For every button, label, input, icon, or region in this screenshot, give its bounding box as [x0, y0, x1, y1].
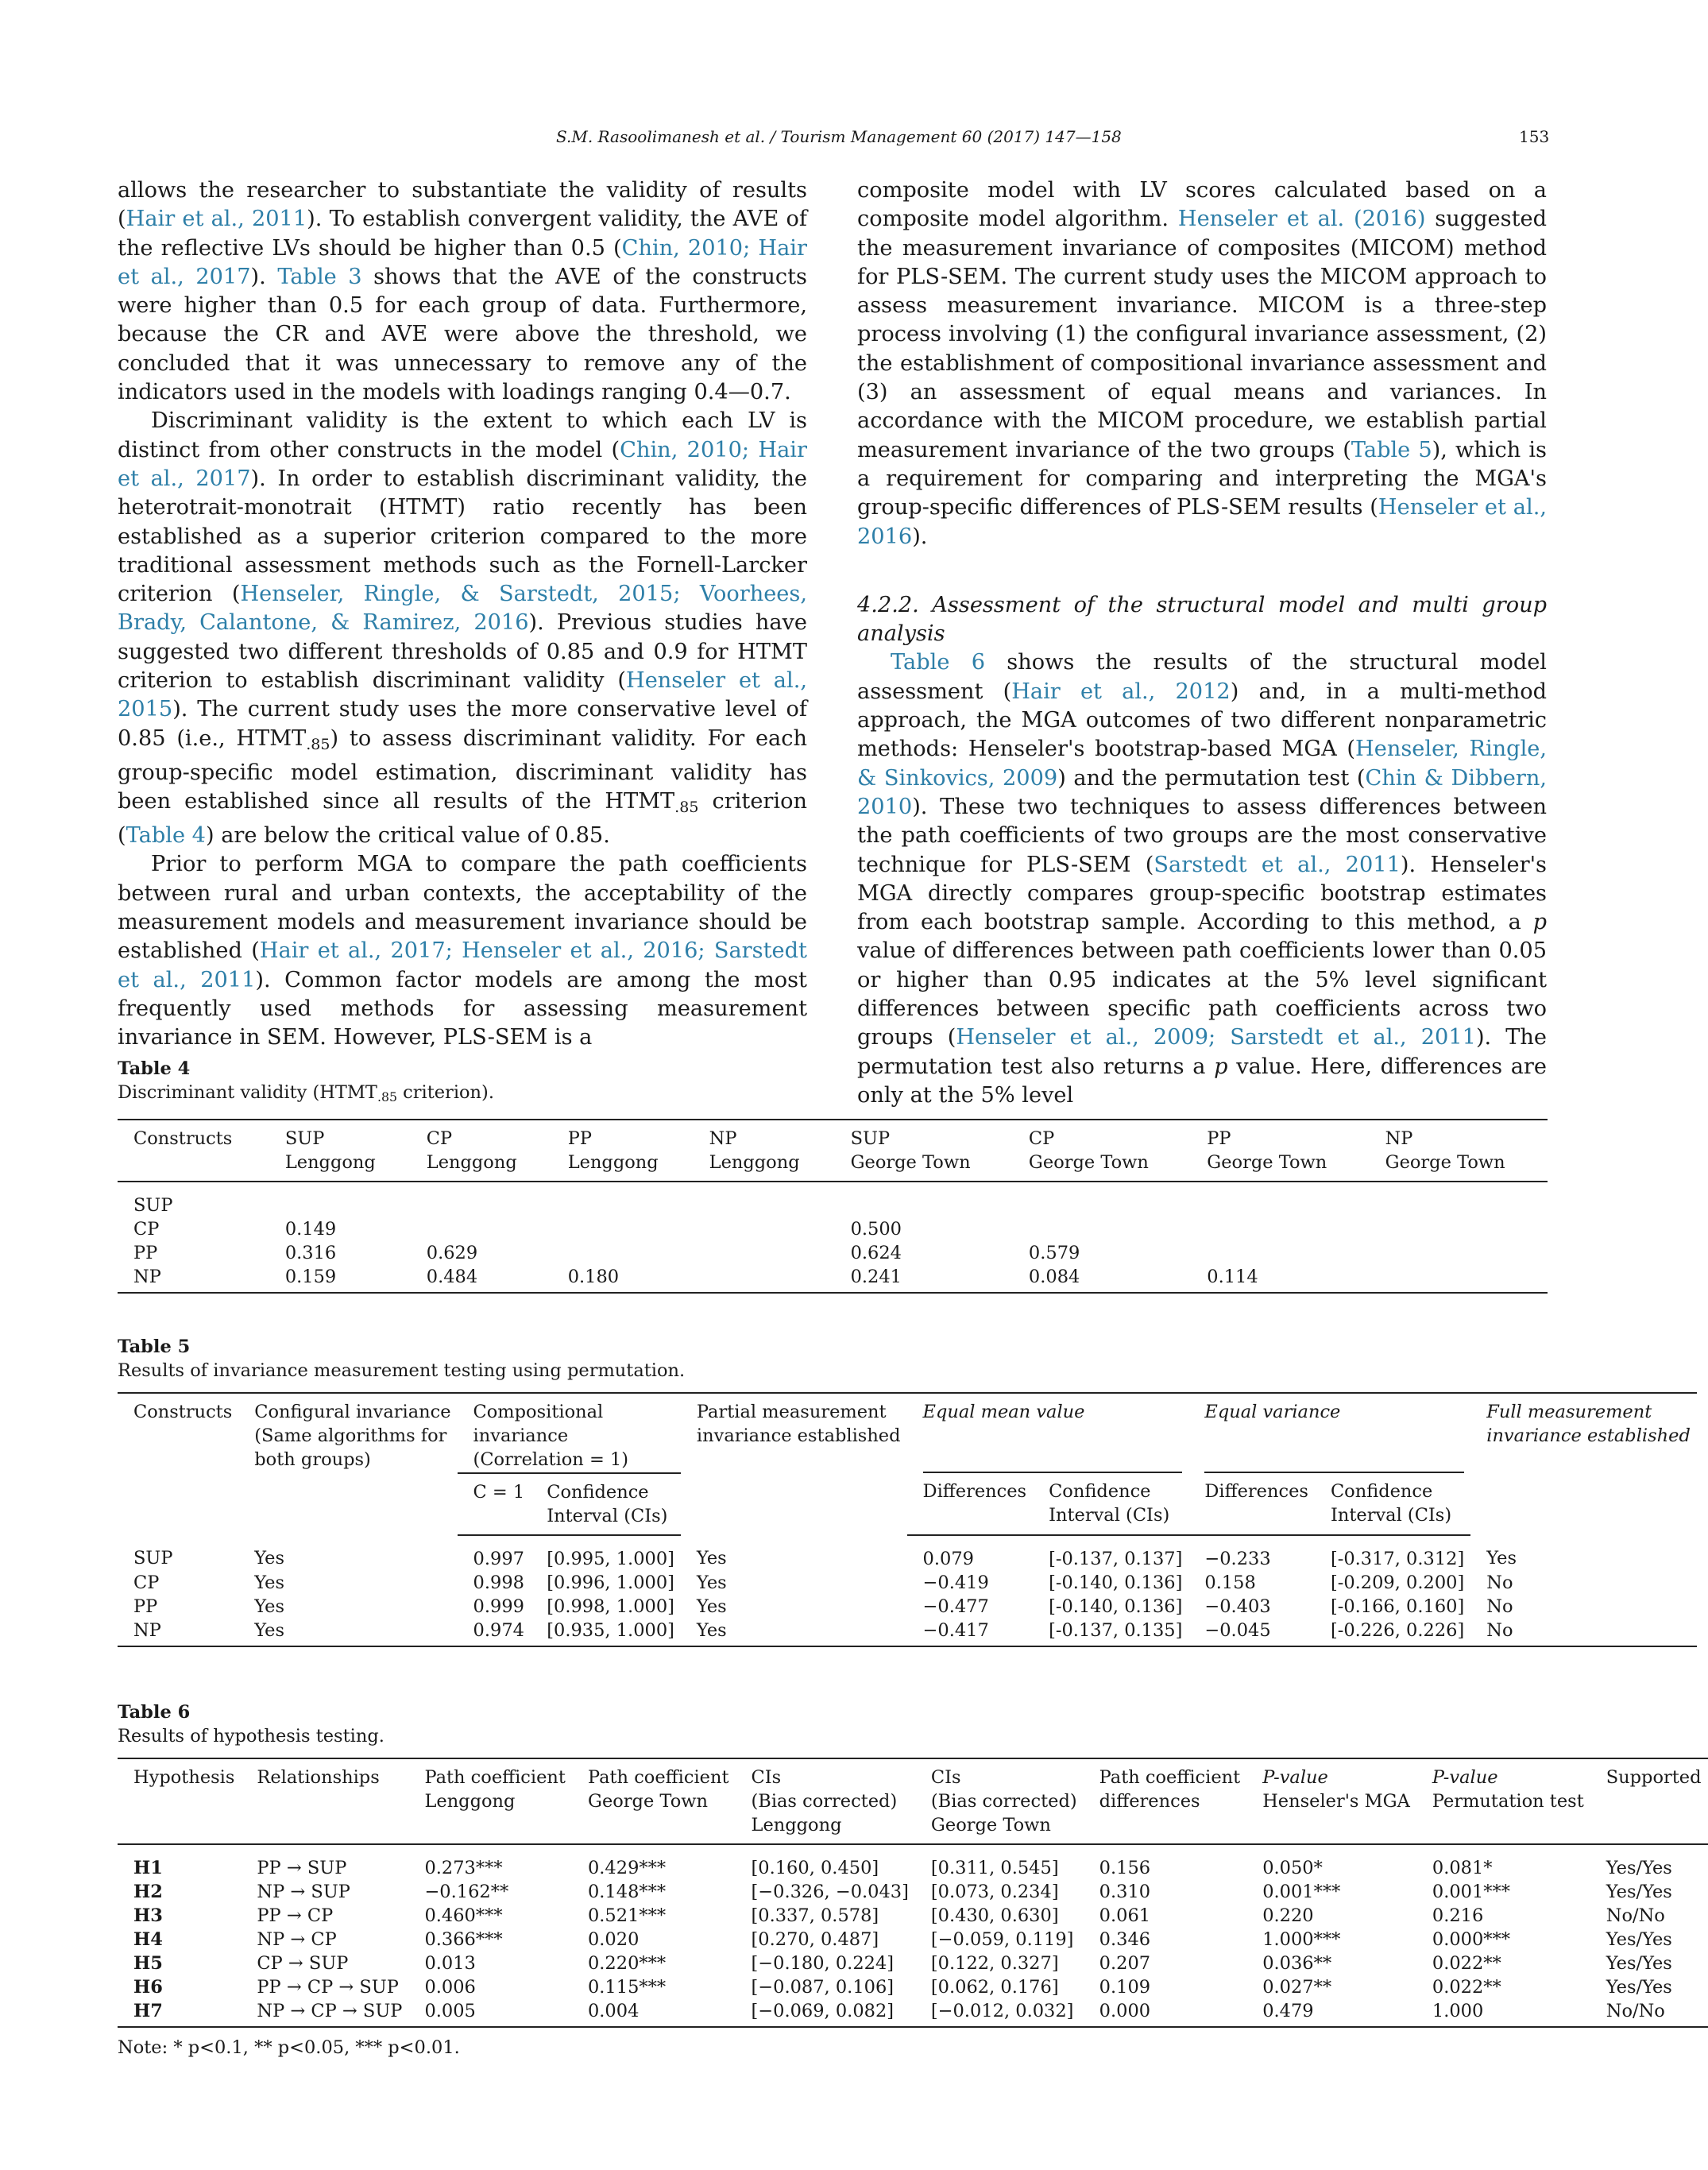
table-cell: NP → CP → SUP [241, 1999, 408, 2027]
text-run: ). [912, 524, 928, 549]
left-paragraph-2 [118, 407, 807, 850]
table-6-label: Table 6 [118, 1702, 191, 1723]
table-cell: [0.998, 1.000] [547, 1596, 674, 1617]
table-cell [694, 1217, 835, 1241]
table-row [118, 1535, 1697, 1571]
right-paragraph-2 [857, 648, 1547, 1110]
table-cell: [0.122, 0.327] [930, 1953, 1059, 1974]
table-cell [694, 1241, 835, 1265]
citation-link[interactable]: Henseler, Ringle, & Sinkovics, 2009 [857, 737, 1547, 791]
table-cell: 0.022** [1432, 1953, 1501, 1974]
table-cell: Yes [696, 1596, 727, 1617]
table-row [118, 1844, 1708, 1880]
table-cell: [−0.326, −0.043] [751, 1882, 909, 1902]
table-cell: Yes [254, 1596, 285, 1617]
table-cell: 0.216 [1432, 1905, 1484, 1926]
table-cell: [-0.317, 0.312] [1330, 1549, 1465, 1569]
subscript: .85 [306, 735, 330, 753]
table-cell [694, 1265, 835, 1293]
table-cell [552, 1241, 694, 1265]
table-cell [411, 1182, 552, 1217]
table-cell: [-0.209, 0.200] [1330, 1572, 1465, 1593]
table-cell: 0.001*** [1432, 1882, 1511, 1902]
table-cell: 0.460*** [424, 1905, 503, 1926]
table-cell: 0.149 [284, 1218, 337, 1240]
t6-header-8: P-value Permutation test [1416, 1758, 1590, 1844]
table-cell: 0.027** [1262, 1977, 1332, 1998]
text-run: ). Common factor models are among the most frequently used methods for assessing measurement invariance in SEM. However, PLS-SEM is a [118, 967, 807, 1050]
section-heading: 4.2.2. Assessment of the structural model and multi group analysis [857, 592, 1547, 647]
table-cell: 0.109 [1099, 1977, 1151, 1998]
citation-link[interactable]: Hair et al., 2011 [126, 207, 307, 232]
table-cell: 1.000 [1416, 1999, 1590, 2027]
table-cell: [0.430, 0.630] [930, 1905, 1059, 1926]
table-cell [411, 1217, 552, 1241]
table-cell: [0.935, 1.000] [531, 1619, 681, 1646]
table-cell: 0.316 [284, 1242, 337, 1263]
table-cell: 0.974 [458, 1619, 531, 1646]
citation-link[interactable]: Henseler et al., 2009; Sarstedt et al., 2011 [956, 1025, 1476, 1050]
table-cell: 0.366*** [424, 1929, 503, 1950]
table-cell: Yes [681, 1619, 907, 1646]
table-row [118, 1595, 1697, 1619]
t6-header-0: Hypothesis [118, 1758, 241, 1844]
table-cell [1370, 1217, 1548, 1241]
table-cell: H5 [133, 1953, 163, 1974]
table-cell: NP → SUP [257, 1882, 350, 1902]
table-cell: 0.004 [572, 1999, 736, 2027]
table-row [118, 1999, 1708, 2027]
table-cell: 0.346 [1099, 1929, 1151, 1950]
table-cell: [−0.180, 0.224] [751, 1953, 895, 1974]
table-cell: NP [118, 1265, 269, 1293]
t5-h-configural: Configural invariance (Same algorithms for both groups) [238, 1393, 457, 1535]
t5-h-ci-2: Confidence Interval (CIs) [1033, 1473, 1188, 1535]
table-cell: 0.022** [1432, 1977, 1501, 1998]
table-cell [1370, 1265, 1548, 1293]
table-6 [118, 1700, 1702, 2060]
table-cell: [−0.087, 0.106] [751, 1977, 895, 1998]
table-cell: 0.115*** [587, 1977, 667, 1998]
table-cell: 0.000*** [1432, 1929, 1511, 1950]
table-cell: No [1486, 1596, 1513, 1617]
table-5-grid [118, 1392, 1697, 1647]
text-run: value. Here, differences are only at the 5% level [857, 1054, 1547, 1108]
table-cell: Yes [254, 1548, 285, 1569]
t4-header-3: PP Lenggong [552, 1120, 694, 1182]
table-cell: 0.997 [473, 1549, 524, 1569]
table-cell [835, 1182, 1013, 1217]
table-4-grid [118, 1119, 1548, 1294]
table-cell: 0.114 [1191, 1265, 1369, 1293]
citation-link[interactable]: Table 5 [1351, 437, 1432, 462]
table-cell: PP → SUP [257, 1858, 347, 1878]
table-cell: PP → CP [257, 1905, 334, 1926]
text-run: allows the researcher to substantiate the validity of results ( [118, 178, 807, 232]
table-4-label: Table 4 [118, 1058, 191, 1079]
table-cell: −0.417 [907, 1619, 1034, 1646]
t6-header-3: Path coefficient George Town [572, 1758, 736, 1844]
table-cell: 0.156 [1099, 1858, 1151, 1878]
t5-h-diff-2: Differences [1188, 1473, 1315, 1535]
table-cell: −0.419 [922, 1572, 989, 1593]
table-cell: Yes/Yes [1606, 1953, 1672, 1974]
text-run: ). In order to establish discriminant validity, the heterotrait-monotrait (HTMT) ratio recently has been established as a superior criterion compared to the more traditional assessment methods such as the Fornell-Larcker criterion ( [118, 466, 807, 607]
table-cell: H7 [118, 1999, 241, 2027]
t4-header-8: NP George Town [1370, 1120, 1548, 1182]
table-cell: SUP [133, 1548, 173, 1569]
t4-header-6: CP George Town [1013, 1120, 1191, 1182]
table-cell: 0.036** [1262, 1953, 1332, 1974]
text-run: ) to assess discriminant validity. For each group-specific model estimation, discriminant validity has been established since all results of the HTMT [118, 725, 808, 814]
table-cell [1370, 1241, 1548, 1265]
table-6-grid [118, 1758, 1708, 2028]
text-run: ). Henseler's MGA directly compares group-specific bootstrap estimates from each bootstrap sample. According to this method, a [857, 852, 1547, 935]
table-cell: 0.005 [408, 1999, 572, 2027]
t4-header-2: CP Lenggong [411, 1120, 552, 1182]
table-cell: 0.180 [552, 1265, 694, 1293]
text-run: value of differences between path coefficients lower than 0.05 or higher than 0.95 indicates at the 5% level significant differences between specific path coefficients across two groups ( [857, 938, 1547, 1050]
t4-header-4: NP Lenggong [694, 1120, 835, 1182]
t4-header-7: PP George Town [1191, 1120, 1369, 1182]
text-run: ). The current study uses the more conservative level of 0.85 (i.e., HTMT [118, 697, 807, 751]
table-cell: [0.270, 0.487] [751, 1929, 879, 1950]
table-cell [694, 1182, 835, 1217]
table-5-caption: Results of invariance measurement testing using permutation. [118, 1360, 686, 1381]
italic-text: p [1532, 910, 1547, 935]
table-4-caption: Discriminant validity ($HTMT_{.85}$ criterion). [118, 1082, 494, 1104]
table-cell: 0.999 [473, 1596, 524, 1617]
table-cell: −0.477 [922, 1596, 989, 1617]
citation-link[interactable]: Table 3 [277, 264, 362, 289]
t6-header-4: CIs (Bias corrected) Lenggong [736, 1758, 915, 1844]
table-cell: −0.162** [424, 1882, 509, 1902]
text-run: criterion ( [118, 788, 807, 849]
right-column [857, 176, 1547, 1110]
table-cell: 0.479 [1246, 1999, 1416, 2027]
citation-link[interactable]: Hair et al., 2012 [1011, 679, 1231, 704]
table-cell: H1 [133, 1858, 163, 1878]
table-cell: [-0.226, 0.226] [1315, 1619, 1470, 1646]
table-cell: 0.000 [1084, 1999, 1247, 2027]
t5-h-equal-variance: Equal variance [1188, 1393, 1470, 1473]
text-run: shows that the AVE of the constructs were higher than 0.5 for each group of data. Furthermore, because the CR and AVE were above the threshold, we concluded that it was unnecessary to remove any of the indicators used in the models with loadings ranging 0.4—0.7. [118, 264, 807, 405]
table-cell: 0.429*** [587, 1858, 667, 1878]
italic-text: p [1214, 1054, 1228, 1079]
table-cell: [0.311, 0.545] [930, 1858, 1059, 1878]
table-cell: [-0.140, 0.136] [1049, 1596, 1183, 1617]
table-cell: 0.521*** [587, 1905, 667, 1926]
table-cell: Yes/Yes [1606, 1858, 1672, 1878]
table-cell: 0.020 [587, 1929, 640, 1950]
table-cell: Yes [1486, 1548, 1517, 1569]
table-cell [1370, 1182, 1548, 1217]
table-cell: 0.998 [473, 1572, 524, 1593]
table-cell [1013, 1182, 1191, 1217]
citation-link[interactable]: Chin, 2010; Hair et al., 2017 [118, 437, 807, 491]
table-cell: 0.084 [1013, 1265, 1191, 1293]
table-cell: 0.081* [1432, 1858, 1493, 1878]
table-cell: Yes [238, 1619, 457, 1646]
table-cell: Yes [254, 1572, 285, 1593]
table-cell: 0.207 [1099, 1953, 1151, 1974]
table-cell: [0.073, 0.234] [930, 1882, 1059, 1902]
t5-h-equal-mean: Equal mean value [907, 1393, 1189, 1473]
table-cell: [0.337, 0.578] [751, 1905, 879, 1926]
t6-header-7: P-value Henseler's MGA [1246, 1758, 1416, 1844]
text-run: ), which is a requirement for comparing and interpreting the MGA's group-specific differences of PLS-SEM results ( [857, 437, 1547, 520]
table-cell: [−0.012, 0.032] [915, 1999, 1084, 2027]
t4-header-0: Constructs [118, 1120, 269, 1182]
text-run: ). The permutation test also returns a [857, 1025, 1547, 1079]
table-cell: [0.160, 0.450] [751, 1858, 879, 1878]
citation-link[interactable]: Henseler, Ringle, & Sarstedt, 2015; Voorhees, Brady, Calantone, & Ramirez, 2016 [118, 582, 807, 636]
table-cell: 0.050* [1262, 1858, 1323, 1878]
table-cell: 0.241 [835, 1265, 1013, 1293]
table-cell: Yes [696, 1572, 727, 1593]
text-run: ) are below the critical value of 0.85. [205, 823, 610, 849]
citation-link[interactable]: Chin & Dibbern, 2010 [857, 765, 1547, 819]
table-row [118, 1182, 1548, 1217]
table-cell: 0.013 [424, 1953, 476, 1974]
table-cell: [-0.166, 0.160] [1330, 1596, 1465, 1617]
table-row [118, 1571, 1697, 1595]
t6-header-9: Supported [1590, 1758, 1708, 1844]
table-cell [1191, 1182, 1369, 1217]
page-number: 153 [1519, 127, 1550, 146]
table-cell: 0.001*** [1262, 1882, 1341, 1902]
table-cell: PP [133, 1242, 158, 1263]
table-cell: H6 [133, 1977, 163, 1998]
table-cell: H3 [133, 1905, 163, 1926]
text-run: ). Previous studies have suggested two different thresholds of 0.85 and 0.9 for HTMT criterion to establish discriminant validity ( [118, 610, 807, 694]
table-cell: [−0.059, 0.119] [930, 1929, 1074, 1950]
table-cell: SUP [133, 1194, 173, 1216]
table-cell: 0.484 [411, 1265, 552, 1293]
table-cell: 0.273*** [424, 1858, 503, 1878]
table-cell: PP → CP → SUP [257, 1977, 399, 1998]
table-cell: [0.995, 1.000] [547, 1549, 674, 1569]
table-row [118, 1928, 1708, 1951]
citation-link[interactable]: Henseler et al. (2016) [1177, 207, 1426, 232]
table-cell: No [1486, 1572, 1513, 1593]
subscript: .85 [674, 798, 699, 816]
table-cell: [-0.137, 0.135] [1033, 1619, 1188, 1646]
t6-header-2: Path coefficient Lenggong [408, 1758, 572, 1844]
citation-link[interactable]: Chin, 2010; Hair et al., 2017 [118, 235, 807, 289]
table-row [118, 1241, 1548, 1265]
table-cell: 0.061 [1099, 1905, 1151, 1926]
table-5 [118, 1335, 1691, 1647]
table-cell: 0.220 [1262, 1905, 1314, 1926]
text-run: Prior to perform MGA to compare the path coefficients between rural and urban contexts, the acceptability of the measurement models and measurement invariance should be established ( [118, 852, 807, 964]
text-run: composite model with LV scores calculated based on a composite model algorithm. [857, 178, 1547, 232]
t5-h-ci-3: Confidence Interval (CIs) [1315, 1473, 1470, 1535]
table-row [118, 1951, 1708, 1975]
table-cell: 0.006 [424, 1977, 476, 1998]
table-cell: 0.629 [426, 1242, 478, 1263]
table-cell: 0.220*** [587, 1953, 667, 1974]
table-cell: −0.233 [1204, 1549, 1271, 1569]
table-cell [269, 1182, 411, 1217]
t5-h-c1: C = 1 [458, 1473, 531, 1535]
table-cell: No [1470, 1619, 1697, 1646]
table-cell: CP [133, 1572, 160, 1593]
citation-link[interactable]: Table 4 [126, 823, 206, 849]
t5-h-compositional: Compositional invariance (Correlation = 1) [458, 1393, 681, 1473]
t5-h-diff-1: Differences [907, 1473, 1034, 1535]
table-cell: Yes/Yes [1606, 1929, 1672, 1950]
table-cell: CP [133, 1218, 160, 1240]
table-cell: [0.062, 0.176] [930, 1977, 1059, 1998]
citation-link[interactable]: Sarstedt et al., 2011 [1153, 852, 1401, 877]
right-paragraph-1 [857, 176, 1547, 551]
text-run: ). To establish convergent validity, the AVE of the reflective LVs should be higher than 0.5 ( [118, 207, 807, 261]
left-column [118, 176, 807, 1052]
table-cell: 0.624 [850, 1242, 902, 1263]
running-header-citation: S.M. Rasoolimanesh et al. / Tourism Management 60 (2017) 147—158 [556, 127, 1122, 146]
table-row [118, 1975, 1708, 1999]
text-run: shows the results of the structural model assessment ( [857, 650, 1548, 704]
table-cell: 0.158 [1204, 1572, 1256, 1593]
t5-h-ci-1: Confidence Interval (CIs) [531, 1473, 681, 1535]
text-run: suggested the measurement invariance of composites (MICOM) method for PLS-SEM. The current study uses the MICOM approach to assess measurement invariance. MICOM is a three-step process involving (1) the configural invariance assessment, (2) the establishment of compositional invariance assessment and (3) an assessment of equal means and variances. In accordance with the MICOM procedure, we establish partial measurement invariance of the two groups ( [857, 207, 1547, 462]
table-cell: [−0.069, 0.082] [736, 1999, 915, 2027]
table-cell: 0.310 [1099, 1882, 1151, 1902]
table-cell [1013, 1217, 1191, 1241]
table-row [118, 1265, 1548, 1293]
text-run: ) and, in a multi-method approach, the MGA outcomes of two different nonparametric methods: Henseler's bootstrap-based MGA ( [857, 679, 1547, 762]
text-run: ). These two techniques to assess differences between the path coefficients of two groups are the most conservative technique for PLS-SEM ( [857, 794, 1547, 877]
table-cell: Yes [696, 1548, 727, 1569]
citation-link[interactable]: Hair et al., 2017; Henseler et al., 2016; Sarstedt et al., 2011 [118, 938, 807, 992]
table-cell: No/No [1606, 1905, 1665, 1926]
t5-h-full: Full measurement invariance established [1470, 1393, 1697, 1535]
table-cell: CP → SUP [257, 1953, 349, 1974]
left-paragraph-3 [118, 850, 807, 1052]
table-5-label: Table 5 [118, 1336, 191, 1357]
table-6-caption: Results of hypothesis testing. [118, 1726, 384, 1746]
table-row [118, 1880, 1708, 1904]
t5-h-partial: Partial measurement invariance established [681, 1393, 907, 1535]
table-cell: −0.403 [1204, 1596, 1271, 1617]
table-cell: [0.996, 1.000] [547, 1572, 674, 1593]
table-cell: H4 [133, 1929, 163, 1950]
table-row [118, 1217, 1548, 1241]
table-cell: NP → CP [257, 1929, 337, 1950]
t5-h-constructs: Constructs [118, 1393, 238, 1535]
table-cell: NP [118, 1619, 238, 1646]
table-cell: [-0.137, 0.137] [1049, 1549, 1183, 1569]
table-cell: 1.000*** [1262, 1929, 1341, 1950]
table-cell [552, 1182, 694, 1217]
table-cell: Yes/Yes [1606, 1977, 1672, 1998]
t4-header-5: SUP George Town [835, 1120, 1013, 1182]
t6-header-6: Path coefficient differences [1084, 1758, 1247, 1844]
table-cell: 0.500 [850, 1218, 902, 1240]
table-cell: 0.148*** [587, 1882, 667, 1902]
table-cell: No/No [1590, 1999, 1708, 2027]
t6-header-1: Relationships [241, 1758, 408, 1844]
text-run: ). [250, 264, 278, 289]
table-cell [552, 1217, 694, 1241]
table-cell: 0.079 [922, 1549, 974, 1569]
table-row [118, 1904, 1708, 1928]
table-row [118, 1619, 1697, 1646]
table-cell: −0.045 [1188, 1619, 1315, 1646]
citation-link[interactable]: Henseler et al., 2015 [118, 668, 807, 722]
table-4 [118, 1057, 1548, 1294]
t6-header-5: CIs (Bias corrected) George Town [915, 1758, 1084, 1844]
text-run: Discriminant validity is the extent to which each LV is distinct from other constructs in the model ( [118, 408, 807, 462]
table-cell [1191, 1217, 1369, 1241]
table-cell: Yes/Yes [1606, 1882, 1672, 1902]
table-cell: [-0.140, 0.136] [1049, 1572, 1183, 1593]
table-cell: 0.159 [269, 1265, 411, 1293]
table-cell: 0.579 [1028, 1242, 1080, 1263]
t4-header-1: SUP Lenggong [269, 1120, 411, 1182]
table-6-note: Note: * p<0.1, ** p<0.05, *** p<0.01. [118, 2037, 460, 2058]
citation-link[interactable]: Table 6 [891, 650, 986, 675]
citation-link[interactable]: Henseler et al., 2016 [857, 495, 1547, 549]
left-paragraph-1 [118, 176, 807, 407]
table-cell: H2 [133, 1882, 163, 1902]
text-run: ) and the permutation test ( [1057, 765, 1366, 791]
table-cell [1191, 1241, 1369, 1265]
table-cell: PP [133, 1596, 158, 1617]
